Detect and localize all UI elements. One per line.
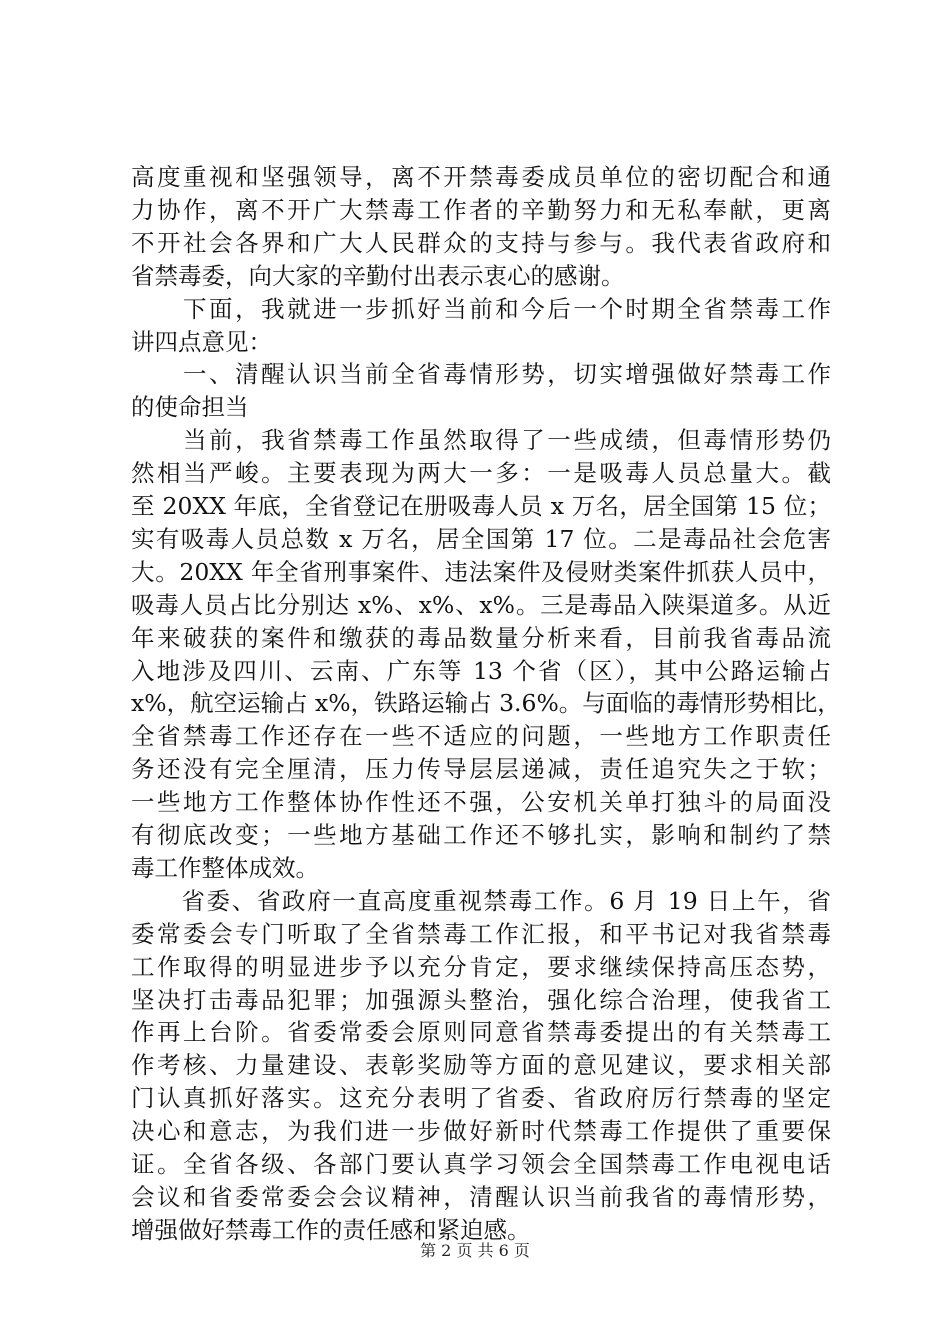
text-line: 省禁毒委，向大家的辛勤付出表示衷心的感谢。 (131, 261, 625, 290)
text-line: 务还没有完全厘清，压力传导层层递减，责任追究失之于软； (131, 755, 831, 784)
section-heading-line: 一、清醒认识当前全省毒情形势，切实增强做好禁毒工作 (131, 360, 831, 389)
text-line: 吸毒人员占比分别达 x%、x%、x%。三是毒品入陕渠道多。从近 (131, 590, 831, 619)
text-line: 大。20XX 年全省刑事案件、违法案件及侵财类案件抓获人员中， (131, 557, 831, 586)
text-line: 工作取得的明显进步予以充分肯定，要求继续保持高压态势， (131, 952, 831, 981)
text-line: 下面，我就进一步抓好当前和今后一个时期全省禁毒工作 (131, 294, 831, 323)
text-line: 全省禁毒工作还存在一些不适应的问题，一些地方工作职责任 (131, 722, 831, 751)
text-line: 省委、省政府一直高度重视禁毒工作。6 月 19 日上午，省 (131, 886, 831, 915)
text-line: 讲四点意见： (131, 327, 272, 356)
section-heading-line: 的使命担当 (131, 393, 249, 422)
text-line: 然相当严峻。主要表现为两大一多：一是吸毒人员总量大。截 (131, 459, 831, 488)
text-line: 至 20XX 年底，全省登记在册吸毒人员 x 万名，居全国第 15 位； (131, 492, 831, 520)
text-line: 会议和省委常委会会议精神，清醒认识当前我省的毒情形势， (131, 1182, 831, 1211)
text-line: x%，航空运输占 x%，铁路运输占 3.6%。与面临的毒情形势相比， (131, 689, 841, 718)
text-line: 坚决打击毒品犯罪；加强源头整治，强化综合治理，使我省工 (131, 985, 831, 1014)
text-line: 有彻底改变；一些地方基础工作还不够扎实，影响和制约了禁 (131, 821, 831, 849)
text-line: 入地涉及四川、云南、广东等 13 个省（区），其中公路运输占 (131, 656, 831, 685)
text-line: 一些地方工作整体协作性还不强，公安机关单打独斗的局面没 (131, 788, 831, 817)
page-number-footer: 第 2 页 共 6 页 (420, 1241, 530, 1260)
text-line: 作再上台阶。省委常委会原则同意省禁毒委提出的有关禁毒工 (131, 1018, 831, 1047)
text-line: 作考核、力量建设、表彰奖励等方面的意见建议，要求相关部 (131, 1051, 831, 1080)
text-line: 年来破获的案件和缴获的毒品数量分析来看，目前我省毒品流 (131, 623, 831, 652)
text-line: 门认真抓好落实。这充分表明了省委、省政府厉行禁毒的坚定 (131, 1084, 831, 1113)
text-line: 当前，我省禁毒工作虽然取得了一些成绩，但毒情形势仍 (131, 426, 831, 455)
text-line: 实有吸毒人员总数 x 万名，居全国第 17 位。二是毒品社会危害 (131, 524, 831, 553)
text-line: 毒工作整体成效。 (131, 853, 319, 882)
text-line: 证。全省各级、各部门要认真学习领会全国禁毒工作电视电话 (131, 1150, 831, 1178)
text-line: 决心和意志，为我们进一步做好新时代禁毒工作提供了重要保 (131, 1117, 831, 1146)
text-line: 力协作，离不开广大禁毒工作者的辛勤努力和无私奉献，更离 (131, 195, 831, 224)
text-line: 不开社会各界和广大人民群众的支持与参与。我代表省政府和 (131, 228, 831, 257)
text-line: 增强做好禁毒工作的责任感和紧迫感。 (131, 1215, 531, 1244)
text-line: 委常委会专门听取了全省禁毒工作汇报，和平书记对我省禁毒 (131, 919, 831, 948)
text-line: 高度重视和坚强领导，离不开禁毒委成员单位的密切配合和通 (131, 163, 831, 191)
